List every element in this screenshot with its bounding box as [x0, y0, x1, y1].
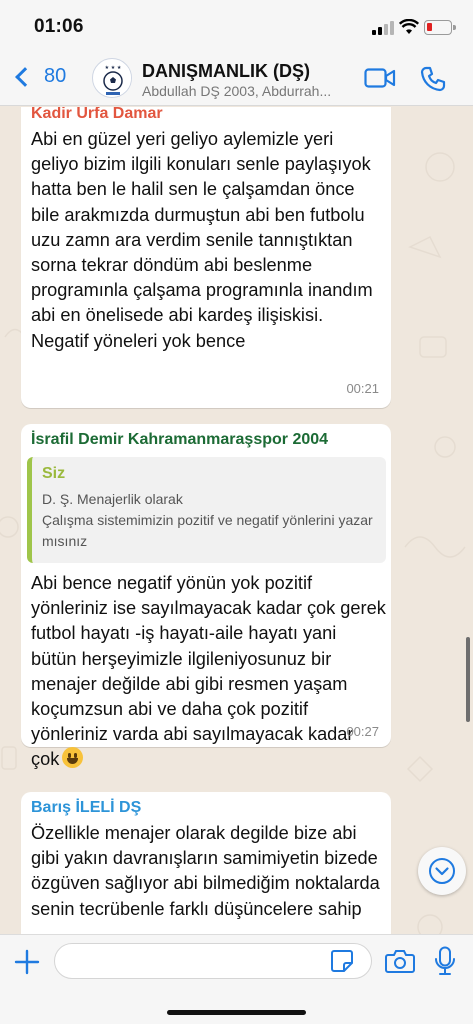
- message-text-content: Abi bence negatif yönün yok pozitif yönleriniz ise sayılmayacak kadar çok gerek futbol hayatı -iş hayatı-aile hayatı yani bütün herşeyimizle ilgileniyosunuz bir menajer değilde abi gibi resmen yaşam koçumzsun abi ve daha çok pozitif yönleriniz varda abi sayılmayacak kadar çok: [31, 573, 386, 770]
- plus-icon[interactable]: [14, 949, 40, 975]
- sticker-icon[interactable]: [330, 949, 354, 973]
- group-avatar[interactable]: [92, 58, 132, 98]
- chat-header: [0, 52, 473, 106]
- scroll-down-button[interactable]: [418, 847, 466, 895]
- camera-icon[interactable]: [385, 948, 415, 974]
- message-sender[interactable]: Barış İLELİ DŞ: [31, 799, 142, 816]
- message-sender[interactable]: Kadir Urfa Damar: [31, 107, 163, 122]
- back-chevron-icon: [15, 67, 35, 87]
- message-text: Abi en güzel yeri geliyo aylemizle yeri geliyo bizim ilgili konuları senle paylaşıyok hatta ben le halil sen le çalşamdan önce bile arakmızda durmuştun abi ben futbolu uzu zamn ara verdim senile tannıştıktan sorna tekrar döndüm abi beslenme programınla çalşama programınla inandım abi en önelisede abi kardeş ilişiskisi. Negatif yöneleri yok bence: [31, 129, 373, 351]
- status-bar: [0, 0, 473, 52]
- chat-participants[interactable]: Abdullah DŞ 2003, Abdurrah...: [142, 83, 332, 99]
- status-time: 01:06: [34, 16, 84, 37]
- wifi-icon: [399, 19, 419, 35]
- message-text: Özellikle menajer olarak degilde bize abi gibi yakın davranışların samimiyetin bizede özgüven sağlıyor abi bilmediğim noktalarda senin tecrübenle farklı düşüncelere sahip: [31, 823, 380, 919]
- quoted-text: [42, 489, 376, 552]
- message-list[interactable]: [0, 107, 473, 934]
- microphone-icon[interactable]: [434, 946, 456, 976]
- unread-count: 80: [44, 65, 67, 87]
- chat-title[interactable]: DANIŞMANLIK (DŞ): [142, 61, 310, 81]
- message-time: 00:27: [346, 724, 379, 739]
- message-input-field[interactable]: [54, 943, 372, 979]
- quoted-line: D. Ş. Menajerlik olarak: [42, 491, 183, 507]
- message-input[interactable]: [69, 944, 329, 978]
- quoted-sender: Siz: [42, 465, 66, 482]
- message-bubble[interactable]: [21, 424, 391, 770]
- message-time: 00:21: [346, 381, 379, 396]
- quoted-reply[interactable]: [27, 457, 386, 563]
- phone-call-icon[interactable]: [420, 66, 446, 92]
- scroll-indicator[interactable]: [466, 637, 470, 722]
- home-indicator[interactable]: [167, 1010, 306, 1015]
- scroll-down-icon: [418, 847, 466, 895]
- quoted-line: Çalışma sistemimizin pozitif ve negatif yönlerini yazar mısınız: [42, 512, 373, 549]
- football-logo-icon: [93, 59, 132, 98]
- cellular-signal-icon: [372, 21, 394, 35]
- message-bubble[interactable]: [21, 792, 391, 934]
- grinning-face-emoji-icon: [62, 747, 83, 768]
- message-text: [31, 571, 386, 773]
- message-sender[interactable]: İsrafil Demir Kahramanmaraşspor 2004: [31, 431, 329, 448]
- video-call-icon[interactable]: [364, 67, 396, 89]
- svg-text:★ ★ ★: ★ ★ ★: [104, 65, 122, 71]
- battery-icon: [424, 20, 452, 35]
- message-bubble[interactable]: [21, 107, 391, 408]
- back-button[interactable]: [12, 65, 66, 88]
